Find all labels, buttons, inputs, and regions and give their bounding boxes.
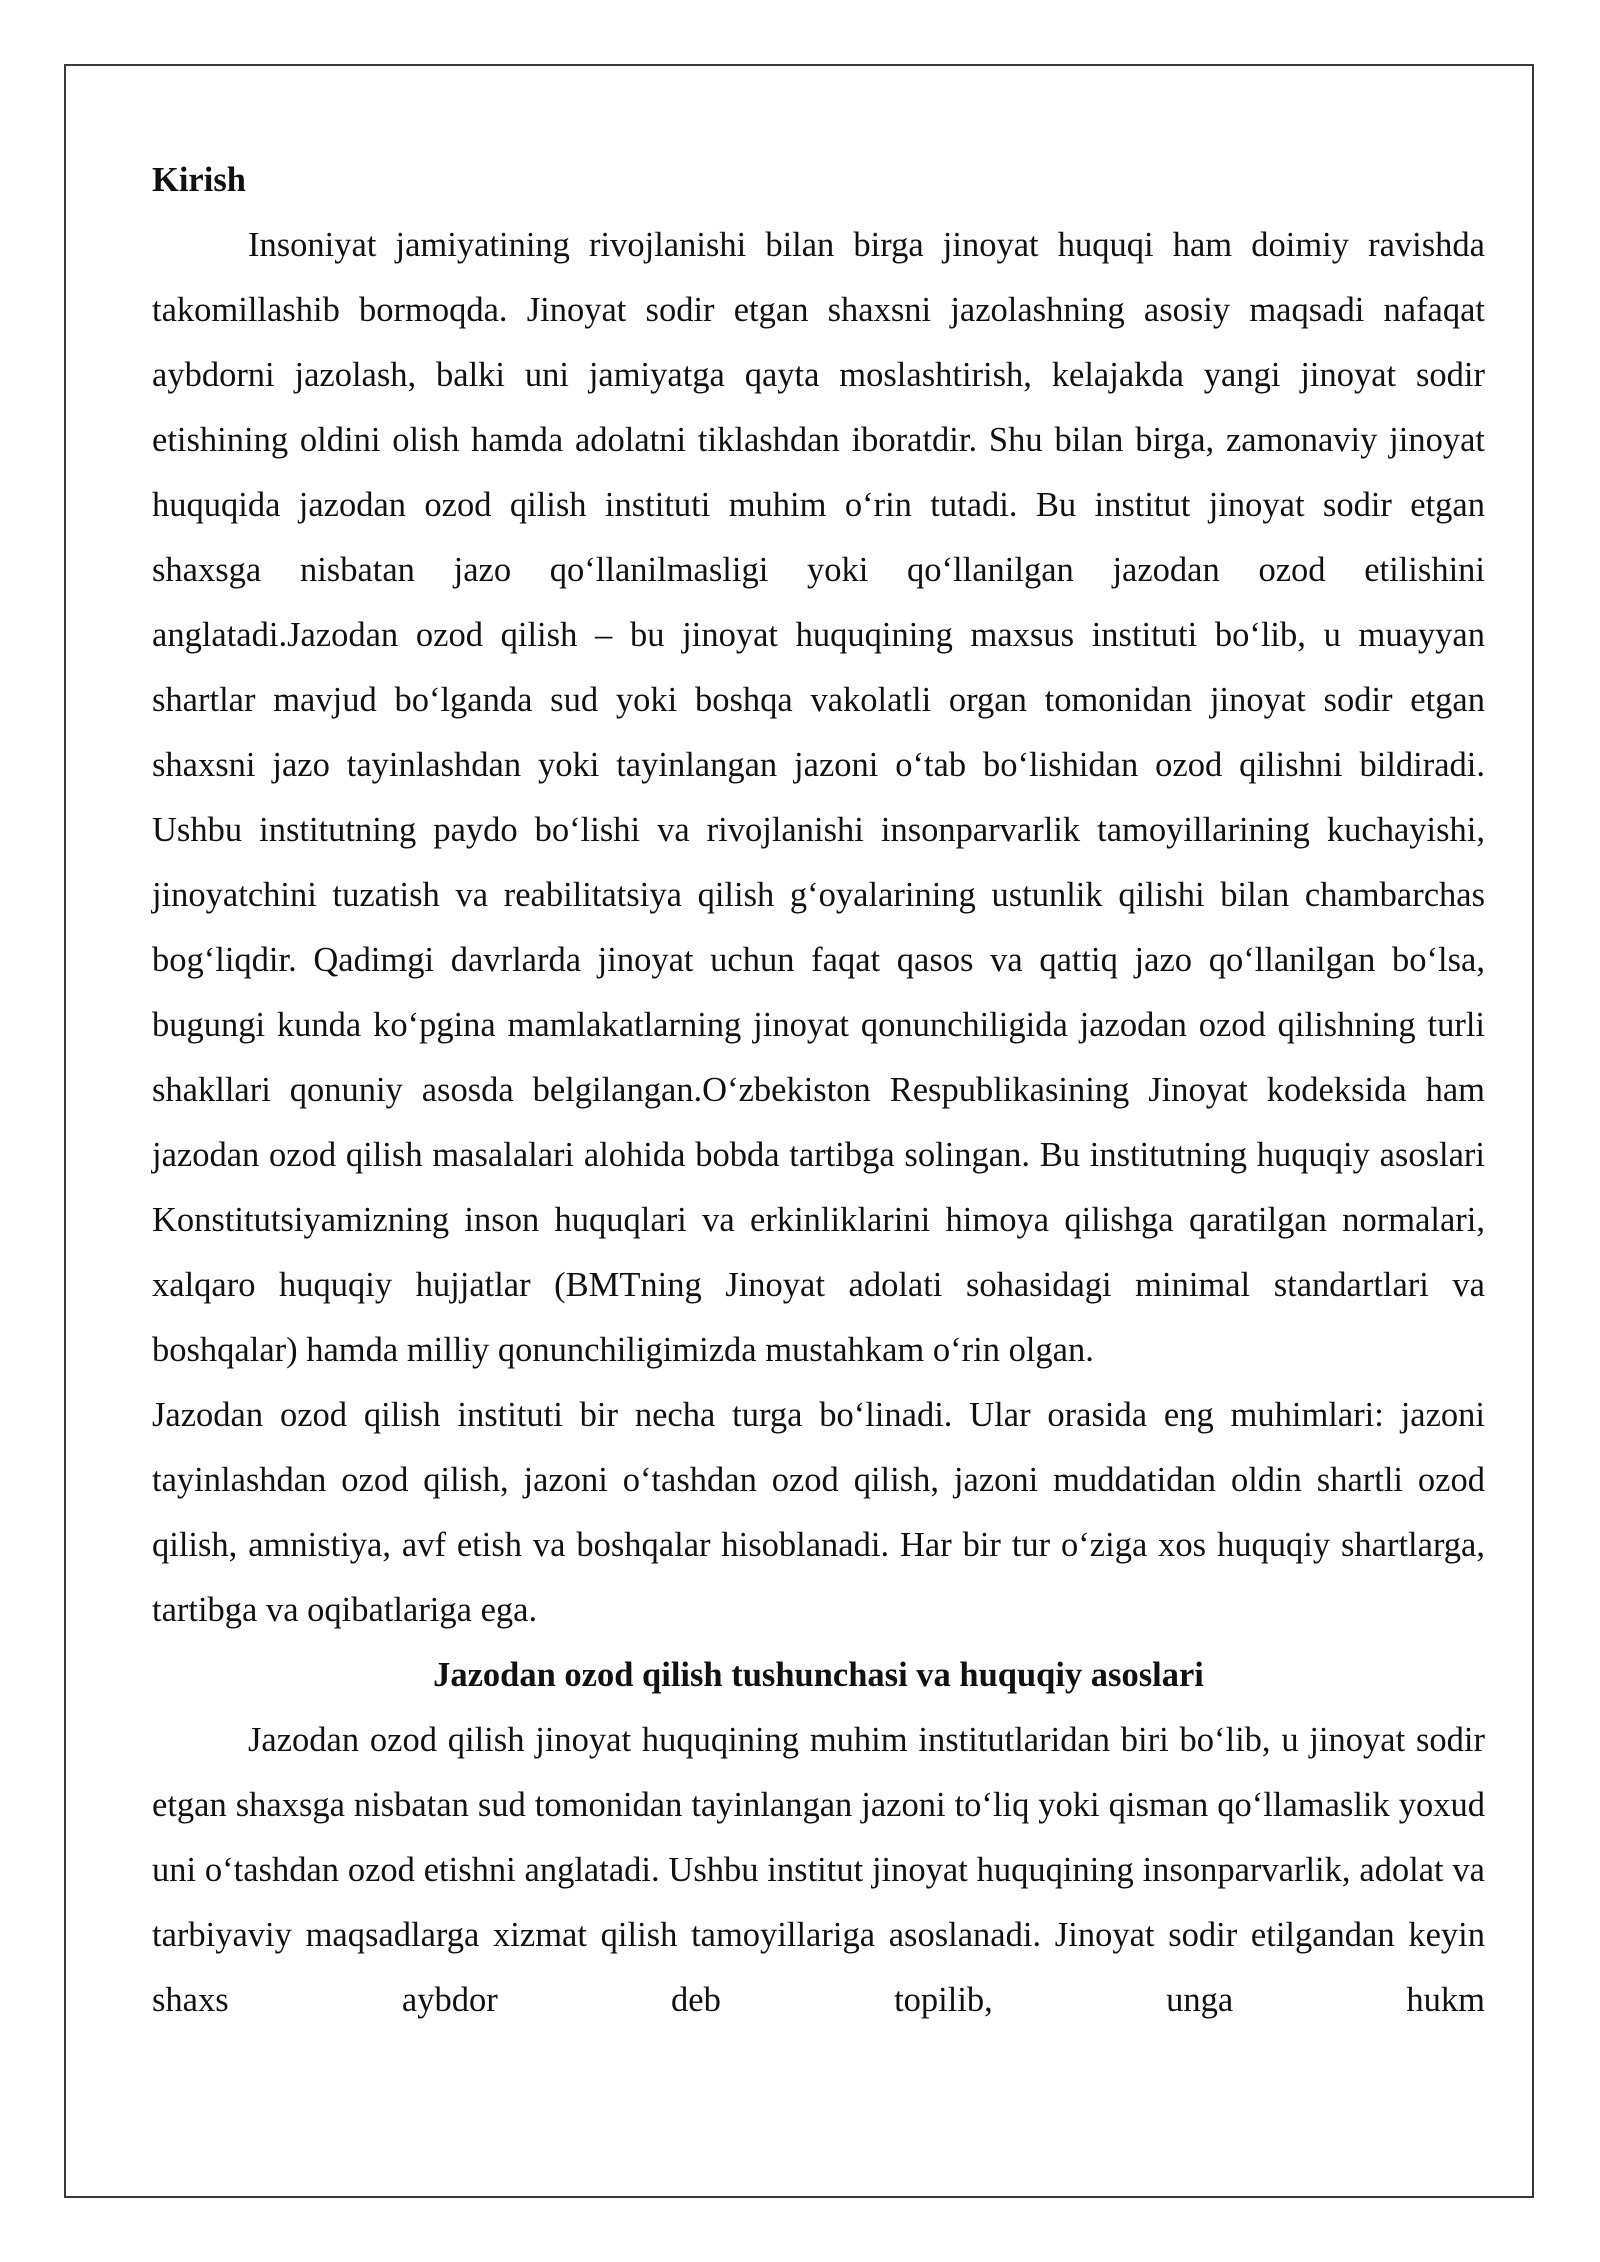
paragraph-intro: Insoniyat jamiyatining rivojlanishi bilan birga jinoyat huquqi ham doimiy ravishda takomillashib bormoqda. Jinoyat sodir etgan shaxsni jazolashning asosiy maqsadi nafaqat aybdorni jazolash, balki uni jamiyatga qayta moslashtirish, kelajakda yangi jinoyat sodir etishining oldini olish hamda adolatni tiklashdan iboratdir. Shu bilan birga, zamonaviy jinoyat huquqida jazodan ozod qilish instituti muhim o‘rin tutadi. Bu institut jinoyat sodir etgan shaxsga nisbatan jazo qo‘llanilmasligi yoki qo‘llanilgan jazodan ozod etilishini anglatadi.Jazodan ozod qilish – bu jinoyat huquqining maxsus instituti bo‘lib, u muayyan shartlar mavjud bo‘lganda sud yoki boshqa vakolatli organ tomonidan jinoyat sodir etgan shaxsni jazo tayinlashdan yoki tayinlangan jazoni o‘tab bo‘lishidan ozod qilishni bildiradi. Ushbu institutning paydo bo‘lishi va rivojlanishi insonparvarlik tamoyillarining kuchayishi, jinoyatchini tuzatish va reabilitatsiya qilish g‘oyalarining ustunlik qilishi bilan chambarchas bog‘liqdir. Qadimgi davrlarda jinoyat uchun faqat qasos va qattiq jazo qo‘llanilgan bo‘lsa, bugungi kunda ko‘pgina mamlakatlarning jinoyat qonunchiligida jazodan ozod qilishning turli shakllari qonuniy asosda belgilangan.O‘zbekiston Respublikasining Jinoyat kodeksida ham jazodan ozod qilish masalalari alohida bobda tartibga solingan. Bu institutning huquqiy asoslari Konstitutsiyamizning inson huquqlari va erkinliklarini himoya qilishga qaratilgan normalari, xalqaro huquqiy hujjatlar (BMTning Jinoyat adolati sohasidagi minimal standartlari va boshqalar) hamda milliy qonunchiligimizda mustahkam o‘rin olgan.	[152, 226, 1485, 1369]
paragraph-concept: Jazodan ozod qilish jinoyat huquqining muhim institutlaridan biri bo‘lib, u jinoyat sodir etgan shaxsga nisbatan sud tomonidan tayinlangan jazoni to‘liq yoki qisman qo‘llamaslik yoxud uni o‘tashdan ozod etishni anglatadi. Ushbu institut jinoyat huquqining insonparvarlik, adolat va tarbiyaviy maqsadlarga xizmat qilish tamoyillariga asoslanadi. Jinoyat sodir etilgandan keyin shaxs aybdor deb topilib, unga hukm	[152, 1721, 1485, 2019]
paragraph-types: Jazodan ozod qilish instituti bir necha turga bo‘linadi. Ular orasida eng muhimlari: jazoni tayinlashdan ozod qilish, jazoni o‘tashdan ozod qilish, jazoni muddatidan oldin shartli ozod qilish, amnistiya, avf etish va boshqalar hisoblanadi. Har bir tur o‘ziga xos huquqiy shartlarga, tartibga va oqibatlariga ega.	[152, 1396, 1485, 1629]
section-heading: Jazodan ozod qilish tushunchasi va huquqiy asoslari	[433, 1656, 1204, 1694]
document-body	[152, 148, 1485, 2033]
heading-intro: Kirish	[152, 161, 246, 199]
